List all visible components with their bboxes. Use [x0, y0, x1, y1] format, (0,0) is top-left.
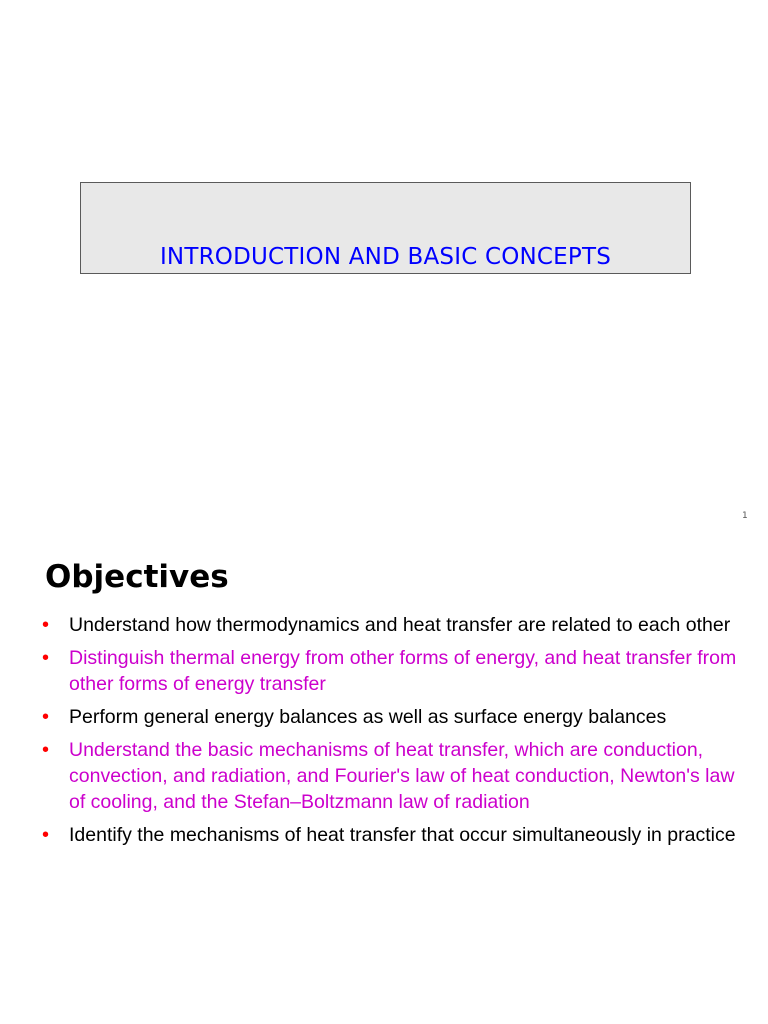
list-item — [0, 612, 768, 638]
objective-text: Distinguish thermal energy from other forms of energy, and heat transfer from other forms of energy transfer — [69, 647, 737, 695]
page-number: 1 — [742, 511, 748, 521]
list-item — [0, 822, 768, 848]
objectives-heading: Objectives — [45, 559, 229, 595]
objective-text: Perform general energy balances as well as surface energy balances — [69, 706, 667, 728]
objective-text: Understand how thermodynamics and heat transfer are related to each other — [69, 614, 731, 636]
title-box — [80, 182, 691, 274]
list-item — [0, 737, 768, 815]
bullet-icon: • — [42, 739, 50, 761]
list-item — [0, 645, 768, 697]
bullet-icon: • — [42, 614, 50, 636]
bullet-icon: • — [42, 824, 50, 846]
list-item — [0, 704, 768, 730]
bullet-icon: • — [42, 706, 50, 728]
objectives-list — [0, 612, 768, 855]
bullet-icon: • — [42, 647, 50, 669]
slide-title: INTRODUCTION AND BASIC CONCEPTS — [159, 244, 612, 270]
objective-text: Understand the basic mechanisms of heat transfer, which are conduction, convection, and radiation, and Fourier's law of heat conduction, Newton's law of cooling, and the Stefan–Boltzmann law of radiation — [69, 739, 735, 813]
objective-text: Identify the mechanisms of heat transfer that occur simultaneously in practice — [69, 824, 736, 846]
